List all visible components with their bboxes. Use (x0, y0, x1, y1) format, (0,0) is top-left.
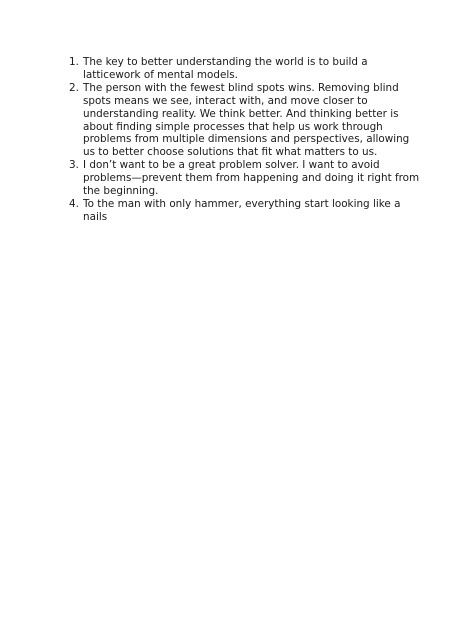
list-item-text: The key to better understanding the world is to build a latticework of mental models. (83, 56, 368, 81)
list-item-number: 4. (69, 197, 79, 210)
list-item-number: 1. (69, 56, 79, 68)
list-item (63, 82, 423, 159)
list-item-text: The person with the fewest blind spots wins. Removing blind spots means we see, interact with, and move closer to understanding reality. We think better. And thinking better is about finding simple processes that help us work through problems from multiple dimensions and perspectives, allowing us to better choose solutions that fit what matters to us. (83, 81, 410, 159)
list-item-text: To the man with only hammer, everything start looking like a nails (83, 197, 401, 223)
list-item (63, 198, 423, 224)
list-item (63, 56, 423, 82)
list-item-text: I don’t want to be a great problem solver. I want to avoid problems—prevent them from happening and doing it right from the beginning. (83, 159, 420, 198)
list-item (63, 159, 423, 198)
list-item-number: 2. (69, 81, 79, 94)
numbered-list (63, 56, 423, 224)
list-item-number: 3. (69, 159, 79, 172)
